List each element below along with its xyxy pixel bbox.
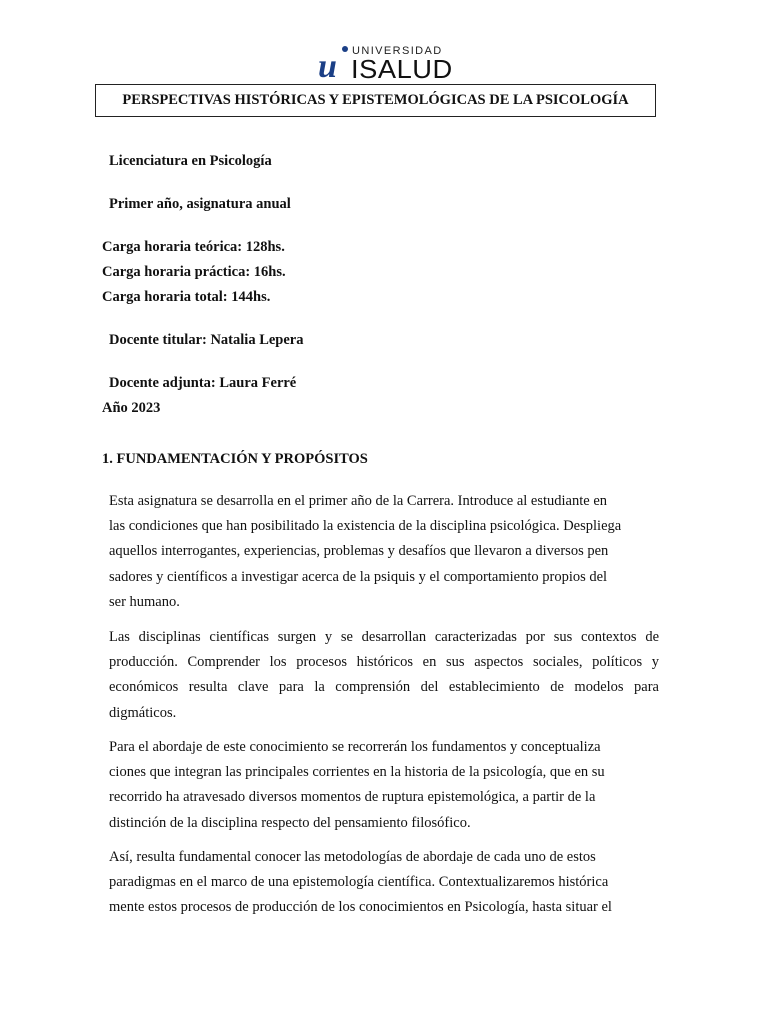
course-title: PERSPECTIVAS HISTÓRICAS Y EPISTEMOLÓGICAS DE LA PSICOLOGÍA — [122, 92, 629, 108]
lead-teacher-line: Docente titular: Natalia Lepera — [109, 332, 304, 348]
logo-text-isalud: ISALUD — [351, 54, 453, 84]
paragraph-line: sadores y científicos a investigar acerca de la psiquis y el comportamiento propios del — [109, 568, 608, 585]
logo-mark: u — [318, 48, 334, 85]
paragraph-line: recorrido ha atravesado diversos momentos de ruptura epistemológica, a partir de la — [109, 789, 596, 806]
paragraph-line: Las disciplinas científicas surgen y se desarrollan caracterizadas por sus contextos de — [109, 629, 659, 645]
paragraph-line: distinción de la disciplina respecto del pensamiento filosófico. — [109, 814, 471, 831]
paragraph-line: producción. Comprender los procesos históricos en sus aspectos sociales, políticos y — [109, 654, 659, 671]
paragraph-line: ser humano. — [109, 593, 180, 610]
year-type-line: Primer año, asignatura anual — [109, 196, 291, 212]
paragraph-2 — [109, 625, 659, 726]
assistant-teacher-line: Docente adjunta: Laura Ferré — [109, 375, 297, 391]
paragraph-line: digmáticos. — [109, 704, 177, 721]
paragraph-line: mente estos procesos de producción de los conocimientos en Psicología, hasta situar el — [109, 899, 612, 916]
paragraph-3 — [109, 735, 659, 836]
paragraph-line: paradigmas en el marco de una epistemología científica. Contextualizaremos histórica — [109, 874, 609, 891]
paragraph-4 — [109, 845, 659, 921]
paragraph-line: Así, resulta fundamental conocer las metodologías de abordaje de cada uno de estos — [109, 849, 596, 865]
paragraph-line: las condiciones que han posibilitado la existencia de la disciplina psicológica. Despliega — [109, 518, 622, 535]
paragraph-1 — [109, 489, 659, 615]
logo-dot-icon — [342, 46, 348, 52]
paragraph-line: ciones que integran las principales corrientes en la historia de la psicología, que en su — [109, 764, 605, 781]
theory-load-line: Carga horaria teórica: 128hs. — [102, 239, 285, 255]
degree-line: Licenciatura en Psicología — [109, 153, 272, 169]
practice-load-line: Carga horaria práctica: 16hs. — [102, 264, 286, 280]
paragraph-line: Para el abordaje de este conocimiento se recorrerán los fundamentos y conceptualiza — [109, 739, 601, 755]
course-title-box — [95, 84, 656, 117]
total-load-line: Carga horaria total: 144hs. — [102, 289, 271, 305]
paragraph-line: Esta asignatura se desarrolla en el primer año de la Carrera. Introduce al estudiante en — [109, 493, 608, 509]
university-logo — [316, 42, 453, 85]
logo-text-universidad: UNIVERSIDAD — [352, 45, 443, 57]
paragraph-line: económicos resulta clave para la comprensión del establecimiento de modelos para — [109, 679, 659, 696]
section-heading: 1. FUNDAMENTACIÓN Y PROPÓSITOS — [102, 451, 368, 467]
paragraph-line: aquellos interrogantes, experiencias, problemas y desafíos que llevaron a diversos pen — [109, 543, 609, 560]
academic-year-line: Año 2023 — [102, 400, 161, 416]
